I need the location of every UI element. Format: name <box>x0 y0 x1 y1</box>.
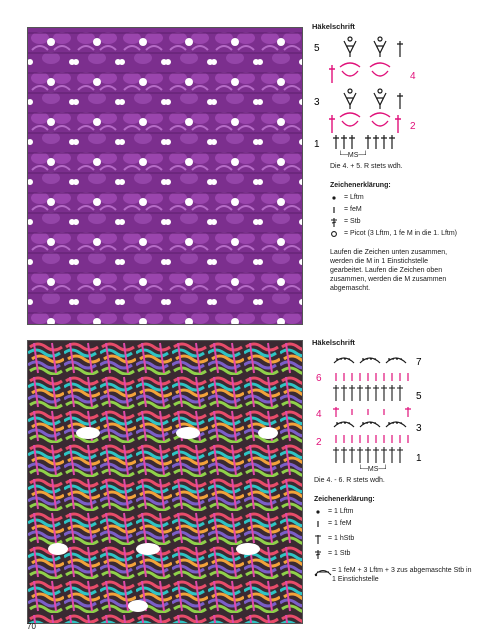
bottom-legend-row-cluster: = 1 feM + 3 Lftm + 3 zus abgemaschte Stb in 1 Einstichstelle <box>314 566 472 584</box>
top-crochet-chart <box>312 35 422 155</box>
bottom-legend-row-single: = 1 feM <box>314 519 472 528</box>
row-2-stitches <box>329 113 401 133</box>
single-crochet-icon <box>330 205 344 214</box>
bottom-crochet-chart <box>312 351 432 467</box>
bottom-row-label-1: 1 <box>416 453 422 464</box>
top-legend-row-treble: = Stb <box>330 217 472 226</box>
bottom-ms-label: MS <box>367 466 379 473</box>
bottom-legend-row-treble: = 1 Stb <box>314 549 472 558</box>
top-ms-label: MS <box>347 152 359 159</box>
top-row-label-5: 5 <box>314 43 320 54</box>
treble-icon <box>330 217 344 226</box>
bottom-ms-marker: └─MS─┘ <box>358 466 389 473</box>
top-repeat-note: Die 4. + 5. R stets wdh. <box>330 163 403 170</box>
top-row-label-2: 2 <box>410 121 416 132</box>
bottom-repeat-note: Die 4. - 6. R stets wdh. <box>314 477 385 484</box>
multicolor-swatch-texture <box>28 341 302 623</box>
top-legend-row-single: = feM <box>330 205 472 214</box>
row-3-stitches <box>344 89 403 109</box>
bottom-row-label-4: 4 <box>316 409 322 420</box>
bottom-row-label-7: 7 <box>416 357 422 368</box>
page-number: 70 <box>27 622 36 631</box>
row-1-stitches <box>333 135 395 149</box>
top-row-label-4: 4 <box>410 71 416 82</box>
bottom-row-label-3: 3 <box>416 423 422 434</box>
treble-icon <box>314 549 328 558</box>
row-3-stitches <box>334 422 406 427</box>
row-4-stitches <box>333 407 411 417</box>
top-legend-title: Zeichenerklärung: <box>330 182 391 189</box>
row-7-stitches <box>334 358 406 363</box>
top-row-label-1: 1 <box>314 139 320 150</box>
cluster-icon <box>314 566 332 575</box>
top-legend-row-chain: = Lftm <box>330 193 472 202</box>
purple-crochet-swatch-photo <box>27 27 303 325</box>
top-chart-heading: Häkelschrift <box>312 22 355 31</box>
top-ms-marker: └─MS─┘ <box>338 152 369 159</box>
single-crochet-icon <box>314 519 328 528</box>
multicolor-crochet-swatch-photo <box>27 340 303 624</box>
chain-dot-icon <box>314 507 328 516</box>
row-1-stitches <box>333 447 403 463</box>
picot-icon <box>330 229 344 238</box>
top-legend-row-picot: = Picot (3 Lftm, 1 fe M in die 1. Lftm) <box>330 229 472 238</box>
bottom-row-label-6: 6 <box>316 373 322 384</box>
bottom-pattern-panel <box>312 338 472 584</box>
bottom-row-label-5: 5 <box>416 391 422 402</box>
bottom-chart-heading: Häkelschrift <box>312 338 355 347</box>
top-pattern-panel <box>312 22 472 293</box>
row-2-stitches <box>336 435 408 443</box>
row-5-stitches <box>333 385 403 401</box>
top-explanation-paragraph: Laufen die Zeichen unten zusammen, werden die M in 1 Einstichstelle gearbeitet. Laufen die Zeichen oben zusammen, werden die M zusammen abgemascht. <box>330 249 448 292</box>
row-6-stitches <box>336 373 408 381</box>
half-treble-icon <box>314 534 328 543</box>
row-5-stitches <box>344 37 403 57</box>
bottom-legend-row-chain: = 1 Lftm <box>314 507 472 516</box>
chain-dot-icon <box>330 193 344 202</box>
purple-swatch-texture <box>28 28 302 324</box>
bottom-row-label-2: 2 <box>316 437 322 448</box>
row-4-stitches <box>329 63 390 83</box>
bottom-legend-title: Zeichenerklärung: <box>314 496 375 503</box>
top-row-label-3: 3 <box>314 97 320 108</box>
bottom-legend-row-half-treble: = 1 hStb <box>314 534 472 543</box>
